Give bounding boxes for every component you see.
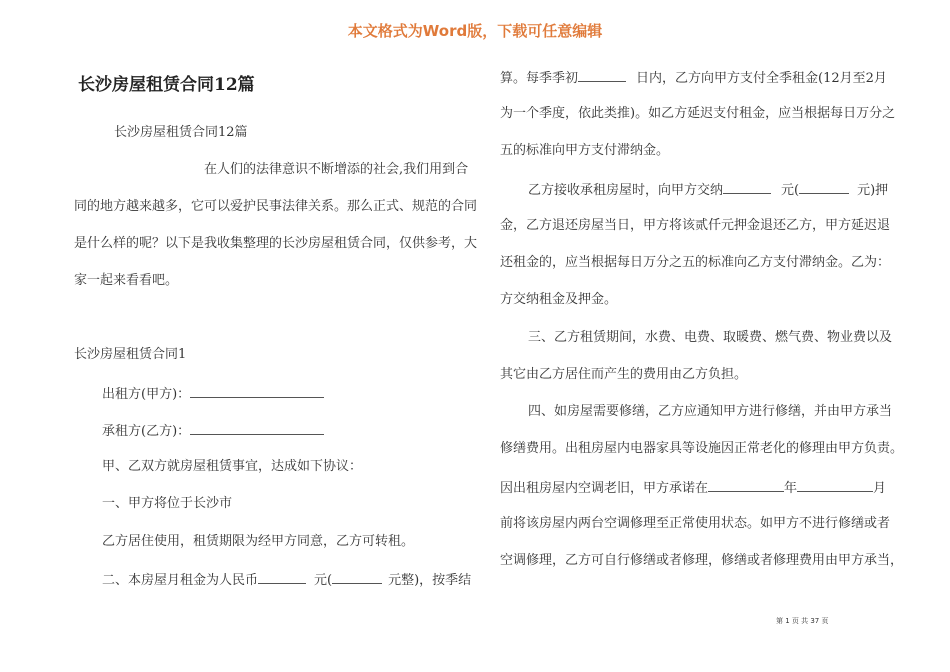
paragraph-line: 甲、乙双方就房屋租赁事宜，达成如下协议： — [102, 459, 363, 474]
payment-days-blank — [578, 68, 626, 82]
rent-label: 二、本房屋月租金为人民币 — [102, 573, 259, 588]
paragraph-line: 同的地方越来越多，它可以爱护民事法律关系。那么正式、规范的合同 — [74, 199, 478, 214]
page-number: 第 1 页 共 37 页 — [776, 617, 829, 625]
payment-label: 算。每季季初 — [500, 71, 579, 86]
rent-amount-upper-blank — [332, 570, 382, 584]
paragraph-line: 还租金的，应当根据每日万分之五的标准向乙方支付滞纳金。乙为： — [500, 255, 891, 270]
deposit-line — [528, 180, 888, 200]
lessee-field — [102, 421, 324, 441]
repair-year-blank — [708, 478, 784, 492]
repair-date-line — [500, 478, 886, 498]
document-title: 长沙房屋租赁合同12篇 — [78, 75, 255, 95]
paragraph-line: 五的标准向甲方支付滞纳金。 — [500, 143, 670, 158]
paragraph-line: 修缮费用。出租房屋内电器家具等设施因正常老化的修理由甲方负责。 — [500, 441, 904, 456]
paragraph-line: 方交纳租金及押金。 — [500, 292, 618, 307]
lessee-blank — [190, 421, 324, 435]
paragraph-line: 空调修理，乙方可自行修缮或者修理，修缮或者修理费用由甲方承当， — [500, 553, 904, 568]
paragraph-line: 其它由乙方居住而产生的费用由乙方负担。 — [500, 367, 748, 382]
rent-amount-blank — [258, 570, 306, 584]
section-heading: 长沙房屋租赁合同1 — [74, 347, 187, 362]
paragraph-line: 家一起来看看吧。 — [74, 273, 179, 288]
paragraph-line: 一、甲方将位于长沙市 — [102, 496, 233, 511]
deposit-label: 乙方接收承租房屋时，向甲方交纳 — [528, 183, 724, 198]
deposit-unit: 元( — [781, 183, 800, 198]
lessor-blank — [190, 384, 324, 398]
month-unit: 月 — [873, 481, 887, 496]
lessor-label: 出租方(甲方)： — [102, 387, 191, 402]
rent-line — [102, 570, 471, 590]
deposit-upper-blank — [799, 180, 849, 194]
paragraph-line: 是什么样的呢？以下是我收集整理的长沙房屋租赁合同，仅供参考，大 — [74, 236, 478, 251]
paragraph-line: 前将该房屋内两台空调修理至正常使用状态。如甲方不进行修缮或者 — [500, 516, 891, 531]
deposit-blank — [723, 180, 771, 194]
repair-month-blank — [797, 478, 873, 492]
payment-line — [500, 68, 887, 88]
deposit-suffix: 元)押 — [857, 183, 889, 198]
paragraph-line: 四、如房屋需要修缮，乙方应通知甲方进行修缮，并由甲方承当 — [528, 404, 893, 419]
paragraph-line: 金，乙方退还房屋当日，甲方将该贰仟元押金退还乙方，甲方延迟退 — [500, 218, 891, 233]
lessee-label: 承租方(乙方)： — [102, 424, 191, 439]
payment-suffix: 日内，乙方向甲方支付全季租金(12月至2月 — [636, 71, 887, 86]
year-unit: 年 — [784, 481, 798, 496]
lessor-field — [102, 384, 324, 404]
paragraph-line: 为一个季度，依此类推)。如乙方延迟支付租金，应当根据每日万分之 — [500, 106, 896, 121]
rent-suffix: 元整)，按季结 — [388, 573, 472, 588]
rent-unit: 元( — [314, 573, 333, 588]
paragraph-line: 在人们的法律意识不断增添的社会,我们用到合 — [204, 162, 469, 177]
paragraph-line: 乙方居住使用，租赁期限为经甲方同意，乙方可转租。 — [102, 534, 415, 549]
format-banner: 本文格式为Word版，下载可任意编辑 — [347, 22, 603, 40]
repair-date-label: 因出租房屋内空调老旧，甲方承诺在 — [500, 481, 709, 496]
paragraph-line: 长沙房屋租赁合同12篇 — [114, 125, 248, 140]
paragraph-line: 三、乙方租赁期间，水费、电费、取暖费、燃气费、物业费以及 — [528, 330, 893, 345]
